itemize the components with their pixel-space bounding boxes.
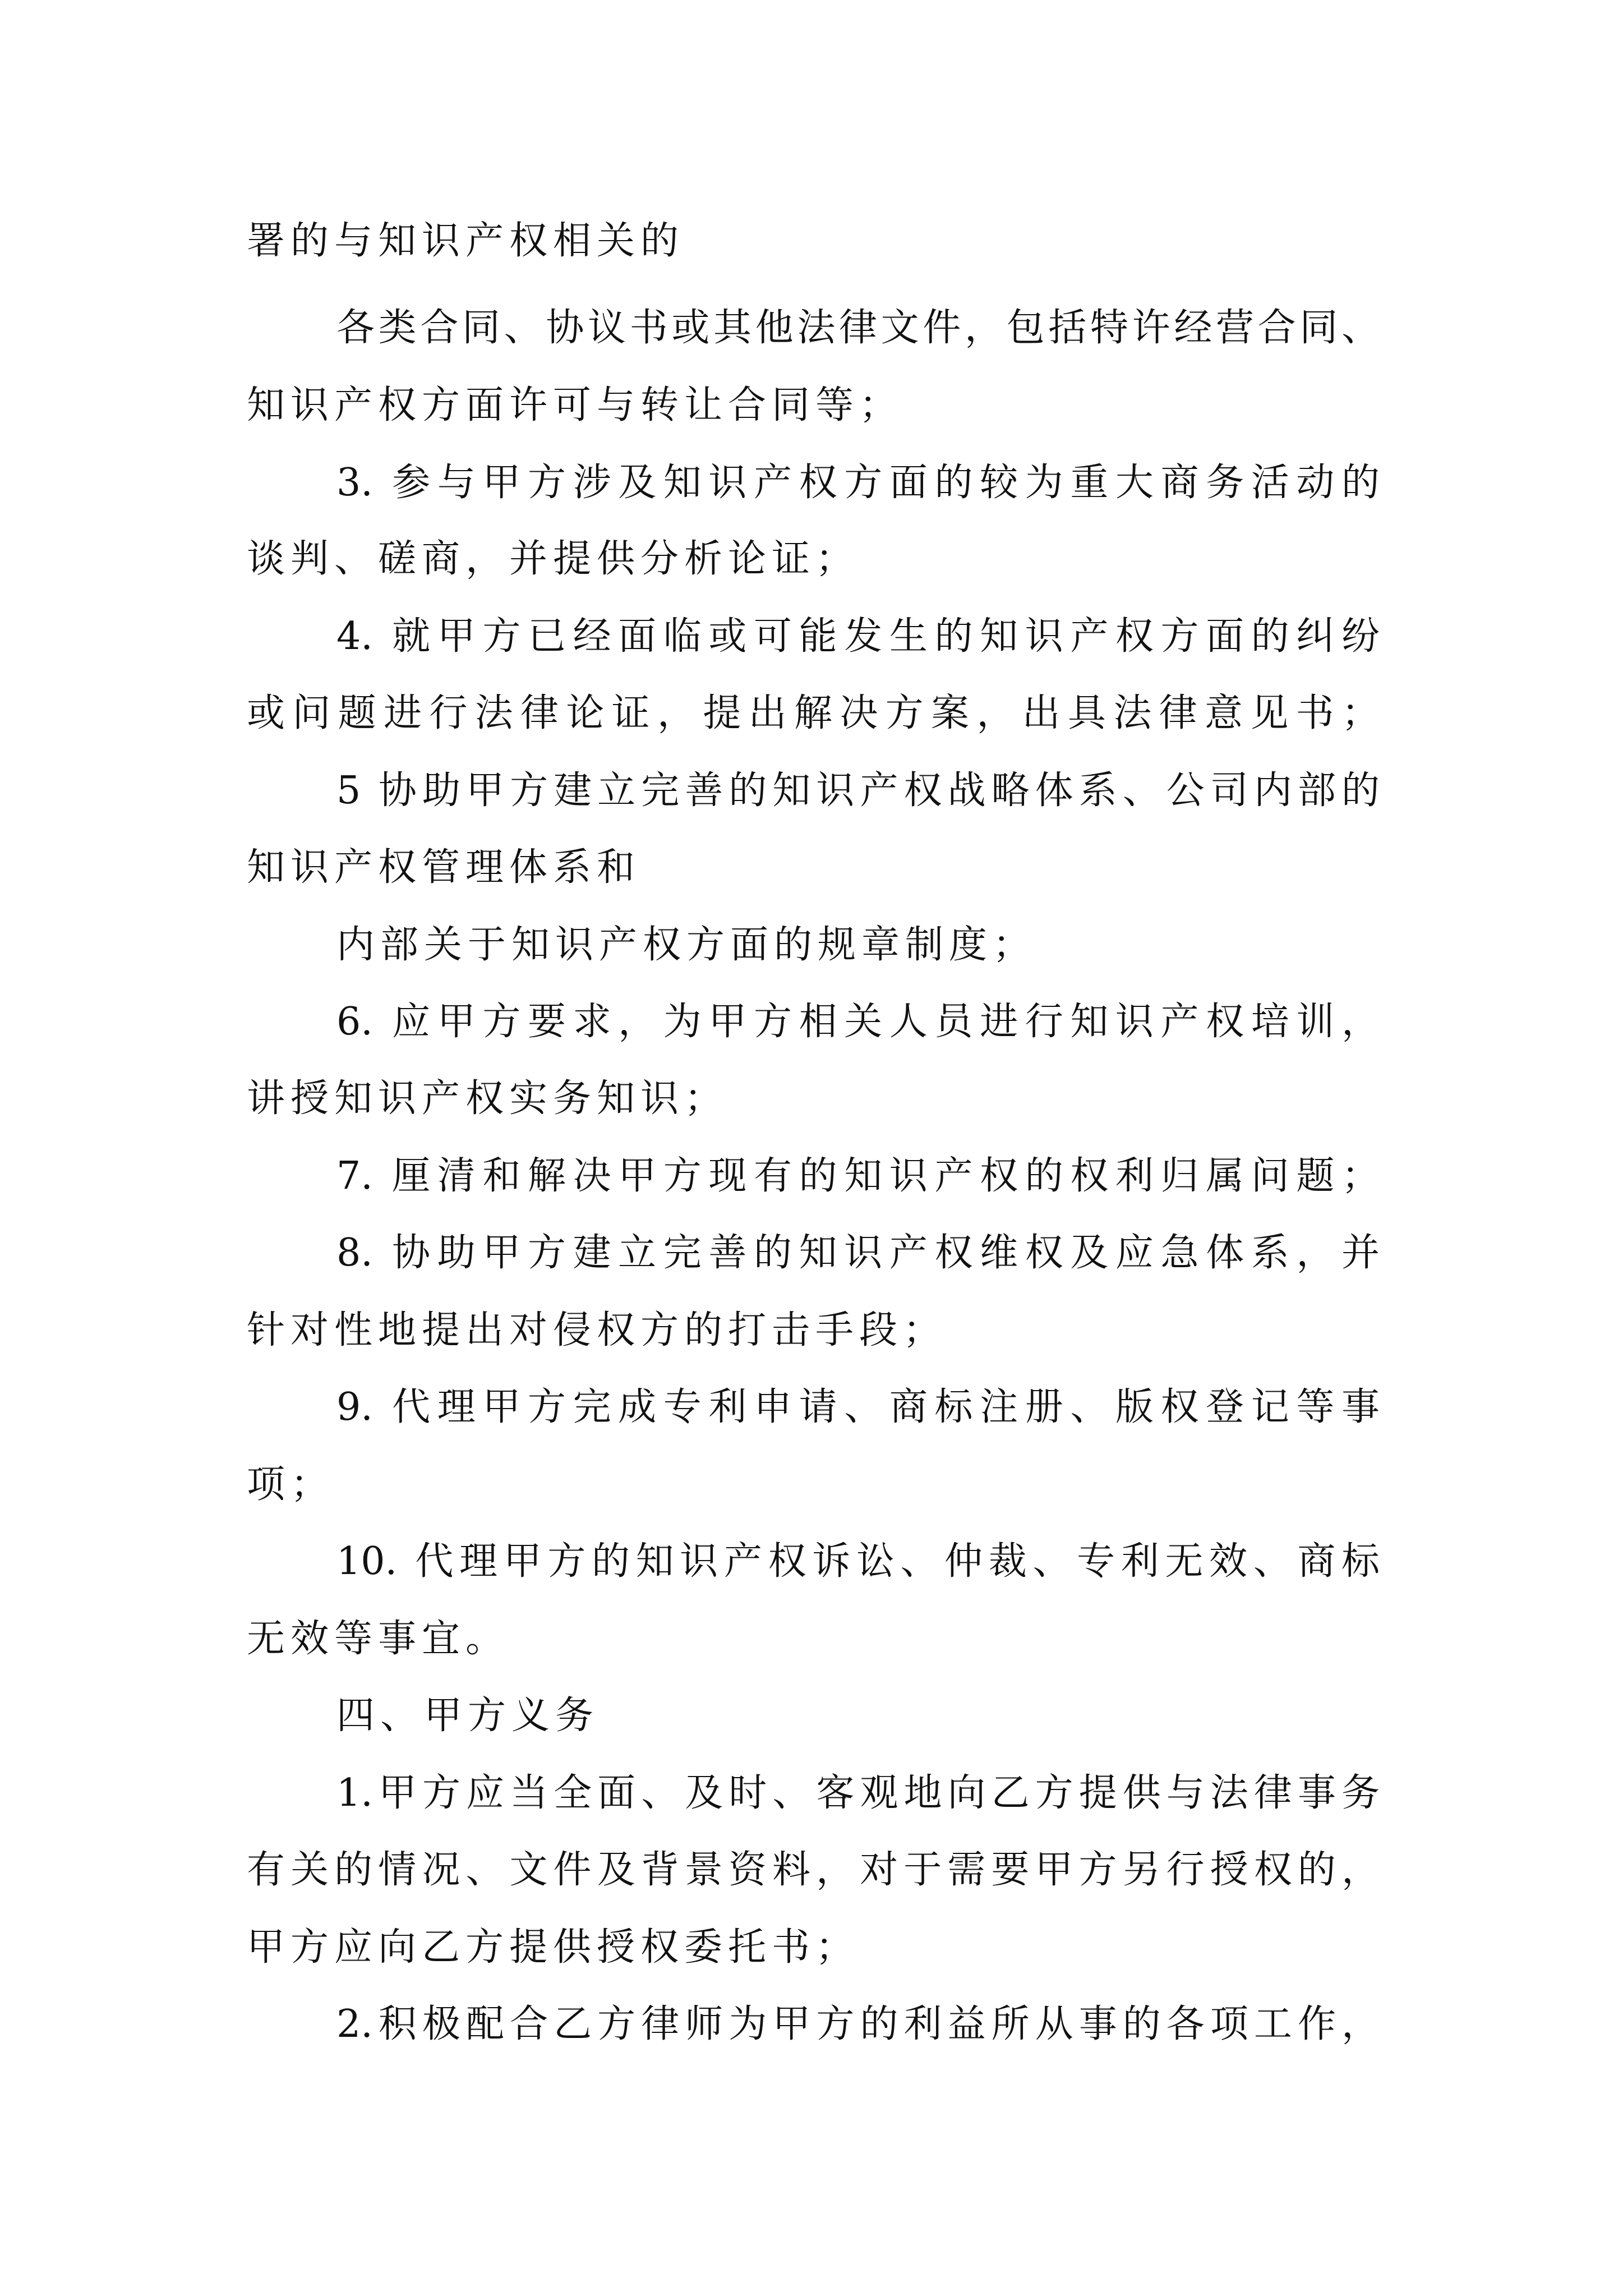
text-line-24: 2.积极配合乙方律师为甲方的利益所从事的各项工作， bbox=[336, 2002, 1380, 2046]
text-line-7: 或问题进行法律论证，提出解决方案，出具法律意见书； bbox=[247, 691, 1380, 735]
text-line-16: 9. 代理甲方完成专利申请、商标注册、版权登记等事 bbox=[336, 1385, 1380, 1429]
text-line-11: 6. 应甲方要求，为甲方相关人员进行知识产权培训， bbox=[336, 1000, 1380, 1044]
text-line-22: 有关的情况、文件及背景资料，对于需要甲方另行授权的， bbox=[247, 1848, 1380, 1892]
text-line-3: 知识产权方面许可与转让合同等； bbox=[247, 383, 903, 427]
text-line-6: 4. 就甲方已经面临或可能发生的知识产权方面的纠纷 bbox=[336, 614, 1380, 659]
text-line-18: 10. 代理甲方的知识产权诉讼、仲裁、专利无效、商标 bbox=[336, 1539, 1380, 1584]
text-line-9: 知识产权管理体系和 bbox=[247, 845, 641, 890]
text-line-17: 项； bbox=[247, 1462, 335, 1507]
text-line-14: 8. 协助甲方建立完善的知识产权维权及应急体系，并 bbox=[336, 1231, 1380, 1275]
text-line-21: 1.甲方应当全面、及时、客观地向乙方提供与法律事务 bbox=[336, 1771, 1380, 1815]
text-line-19: 无效等事宜。 bbox=[247, 1617, 510, 1661]
text-line-8: 5 协助甲方建立完善的知识产权战略体系、公司内部的 bbox=[336, 769, 1380, 813]
text-line-10: 内部关于知识产权方面的规章制度； bbox=[336, 923, 1037, 967]
section-heading: 四、甲方义务 bbox=[336, 1694, 600, 1738]
text-line-15: 针对性地提出对侵权方的打击手段； bbox=[247, 1308, 947, 1352]
text-line-1: 署的与知识产权相关的 bbox=[247, 219, 685, 263]
text-line-2: 各类合同、协议书或其他法律文件，包括特许经营合同、 bbox=[336, 306, 1380, 350]
text-line-23: 甲方应向乙方提供授权委托书； bbox=[247, 1925, 860, 1970]
text-line-13: 7. 厘清和解决甲方现有的知识产权的权利归属问题； bbox=[336, 1154, 1380, 1198]
text-line-5: 谈判、磋商，并提供分析论证； bbox=[247, 537, 860, 581]
text-line-4: 3. 参与甲方涉及知识产权方面的较为重大商务活动的 bbox=[336, 461, 1380, 505]
text-line-12: 讲授知识产权实务知识； bbox=[247, 1076, 728, 1121]
